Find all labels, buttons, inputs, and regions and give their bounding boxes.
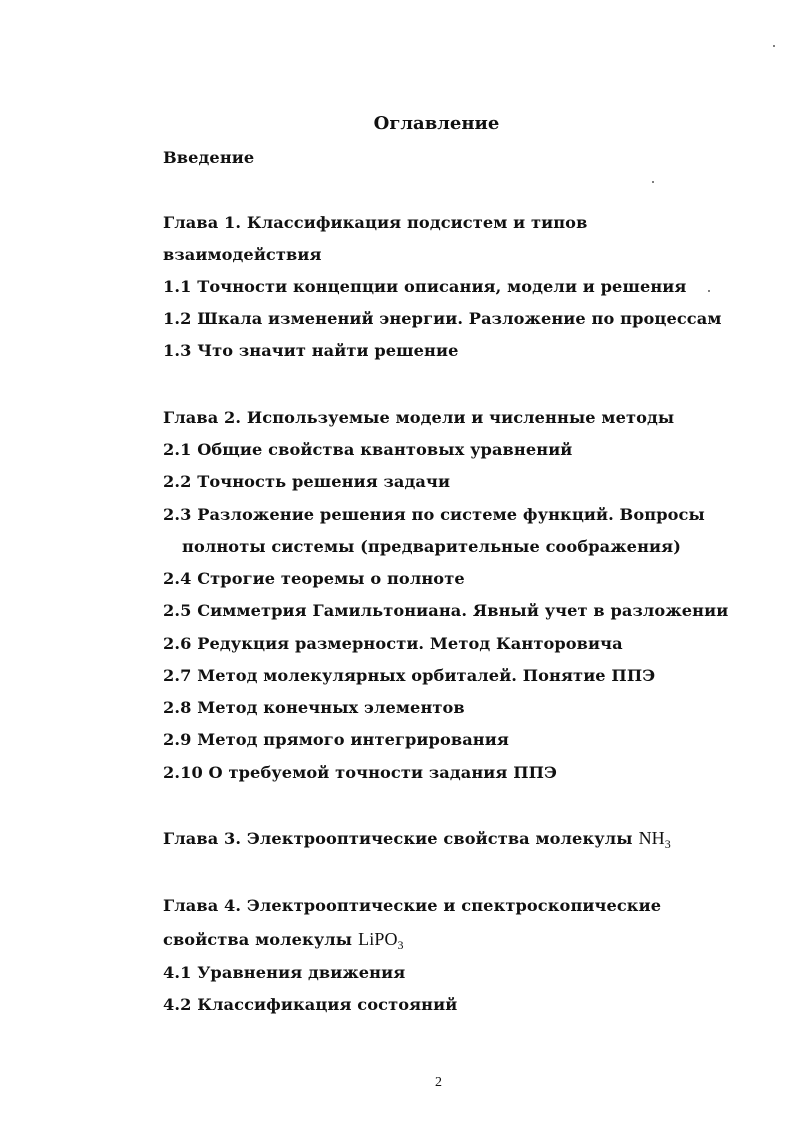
scan-speck: [773, 45, 775, 47]
toc-entry-2-8: 2.8 Метод конечных элементов: [163, 698, 465, 717]
scan-speck: [652, 181, 654, 183]
chapter4-heading-line1: Глава 4. Электрооптические и спектроскопические: [163, 896, 662, 915]
toc-entry-2-1: 2.1 Общие свойства квантовых уравнений: [163, 440, 573, 459]
chapter1-heading-line1: Глава 1. Классификация подсистем и типов: [163, 213, 588, 232]
chapter3-heading: [163, 828, 671, 852]
chapter3-formula: [638, 828, 671, 851]
chapter4-heading-line2: [163, 929, 404, 953]
toc-entry-1-2: 1.2 Шкала изменений энергии. Разложение по процессам: [163, 309, 722, 328]
toc-entry-4-2: 4.2 Классификация состояний: [163, 995, 458, 1014]
toc-introduction: Введение: [163, 148, 255, 167]
toc-entry-2-9: 2.9 Метод прямого интегрирования: [163, 730, 509, 749]
chapter4-formula: [358, 929, 404, 952]
toc-entry-4-1: 4.1 Уравнения движения: [163, 963, 406, 982]
chapter3-heading-text: Глава 3. Электрооптические свойства молекулы: [163, 829, 633, 848]
toc-entry-2-5: 2.5 Симметрия Гамильтониана. Явный учет в разложении: [163, 601, 729, 620]
toc-entry-2-2: 2.2 Точность решения задачи: [163, 472, 451, 491]
page-number: 2: [435, 1075, 442, 1090]
chapter4-formula-sub: 3: [397, 938, 404, 952]
toc-entry-1-3: 1.3 Что значит найти решение: [163, 341, 459, 360]
scan-speck: [708, 290, 710, 292]
toc-entry-2-10: 2.10 О требуемой точности задания ППЭ: [163, 763, 557, 782]
toc-entry-2-7: 2.7 Метод молекулярных орбиталей. Понятие ППЭ: [163, 666, 656, 685]
chapter3-formula-sub: 3: [664, 837, 671, 851]
toc-title: Оглавление: [373, 113, 500, 134]
chapter1-heading-line2: взаимодействия: [163, 245, 322, 264]
chapter4-formula-main: LiPO: [358, 929, 398, 949]
toc-entry-2-6: 2.6 Редукция размерности. Метод Канторовича: [163, 634, 623, 653]
chapter2-heading: Глава 2. Используемые модели и численные методы: [163, 408, 675, 427]
chapter4-heading-text: свойства молекулы: [163, 930, 353, 949]
chapter3-formula-main: NH: [638, 828, 665, 848]
toc-entry-1-1: 1.1 Точности концепции описания, модели и решения: [163, 277, 687, 296]
toc-entry-2-4: 2.4 Строгие теоремы о полноте: [163, 569, 465, 588]
toc-entry-2-3: 2.3 Разложение решения по системе функций. Вопросы: [163, 505, 705, 524]
toc-entry-2-3-continued: полноты системы (предварительные соображения): [182, 537, 681, 556]
